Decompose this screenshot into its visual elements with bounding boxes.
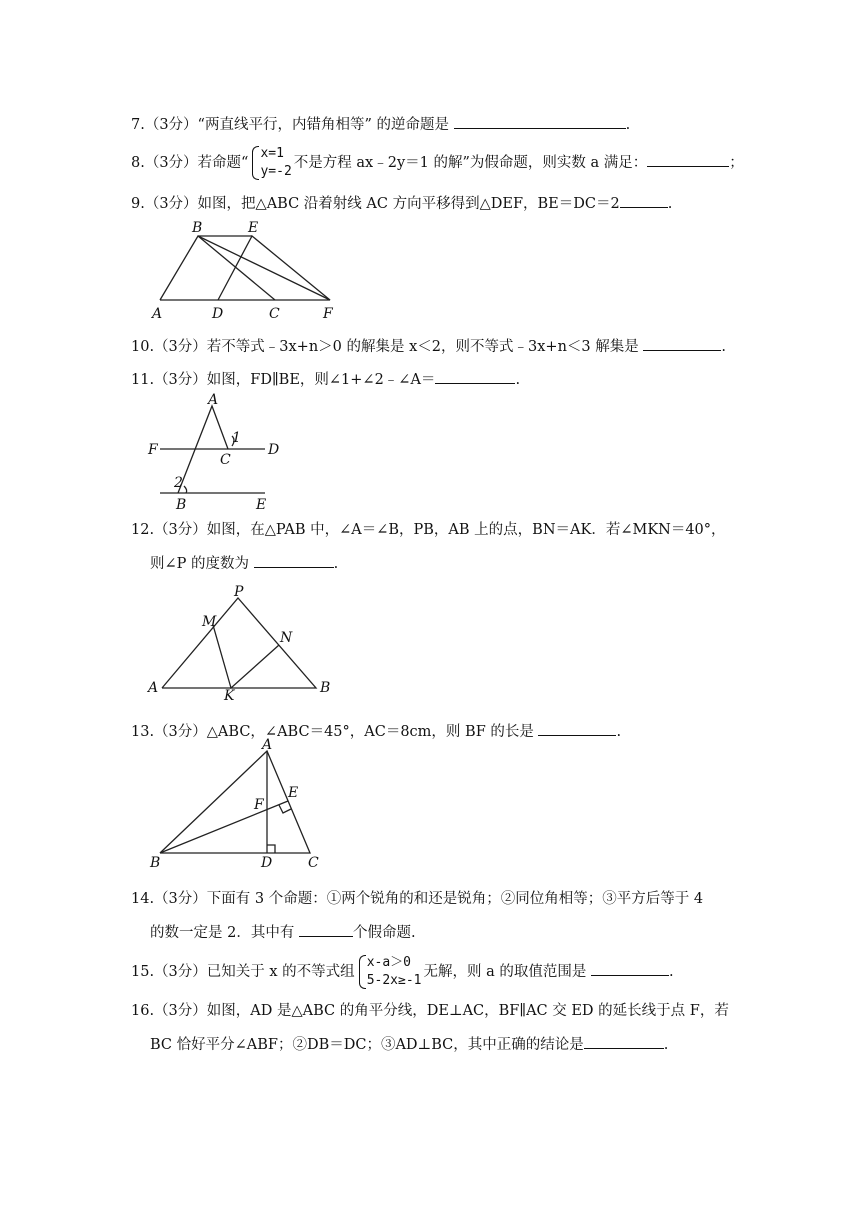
label-f: F — [323, 306, 333, 322]
answer-blank-11[interactable] — [435, 368, 515, 384]
answer-blank-12[interactable] — [254, 552, 334, 568]
question-9-text: 9.（3分）如图，把△ABC 沿着射线 AC 方向平移得到△DEF，BE＝DC＝2 — [131, 196, 620, 212]
label-c: C — [220, 452, 231, 468]
question-15 — [131, 954, 674, 990]
question-14-end: 个假命题. — [352, 925, 416, 941]
system-line-1: x-a＞0 — [366, 955, 411, 970]
label-n: N — [280, 630, 293, 646]
question-7 — [131, 113, 630, 136]
question-15-pre: 15.（3分）已知关于 x 的不等式组 — [131, 964, 355, 980]
label-d: D — [268, 442, 280, 458]
question-9-end: . — [667, 196, 673, 212]
label-a: A — [152, 306, 163, 322]
question-12-text: 12.（3分）如图，在△PAB 中，∠A＝∠B，PB，AB 上的点，BN＝AK．若∠MKN＝40°， — [131, 522, 726, 538]
label-p: P — [234, 584, 244, 600]
answer-blank-9[interactable] — [620, 192, 668, 208]
figure-12-triangle-pab — [140, 582, 350, 704]
question-14-line-2 — [150, 921, 416, 944]
question-7-text: 7.（3分）“两直线平行，内错角相等” 的逆命题是 — [131, 117, 449, 133]
triangle-abc — [160, 751, 310, 853]
question-10 — [131, 335, 726, 358]
equation-system — [250, 145, 291, 181]
label-angle-2: 2 — [174, 475, 183, 491]
figure-13-triangle-abc — [140, 737, 330, 871]
question-16-line-2 — [150, 1033, 668, 1056]
label-e: E — [256, 497, 267, 513]
question-12-text-2: 则∠P 的度数为 — [150, 556, 250, 572]
question-15-post: 无解，则 a 的取值范围是 — [423, 964, 587, 980]
question-11-text: 11.（3分）如图，FD∥BE，则∠1+∠2﹣∠A＝ — [131, 372, 436, 388]
system-line-1: x=1 — [260, 146, 284, 161]
label-a: A — [208, 392, 219, 408]
label-angle-1: 1 — [232, 430, 241, 446]
angle-2-arc — [184, 486, 187, 493]
label-f: F — [254, 797, 264, 813]
answer-blank-13[interactable] — [538, 720, 616, 736]
question-15-end: . — [668, 964, 674, 980]
right-angle-d — [267, 845, 275, 853]
answer-blank-15[interactable] — [591, 960, 669, 976]
question-16-text-2: BC 恰好平分∠ABF；②DB＝DC；③AD⊥BC，其中正确的结论是 — [150, 1037, 584, 1053]
question-8-post: 不是方程 ax﹣2y＝1 的解”为假命题，则实数 a 满足： — [293, 155, 648, 171]
label-a: A — [148, 680, 159, 696]
figure-11-parallel-lines — [140, 390, 300, 515]
label-b: B — [192, 220, 203, 236]
question-10-end: . — [721, 339, 726, 355]
right-angle-e — [279, 805, 291, 813]
label-e: E — [248, 220, 259, 236]
question-16-end: . — [663, 1037, 669, 1053]
question-12-end: . — [333, 556, 339, 572]
system-line-2: 5-2x≥-1 — [366, 973, 422, 988]
label-c: C — [269, 306, 280, 322]
question-11 — [131, 368, 520, 391]
answer-blank-14[interactable] — [299, 921, 353, 937]
question-14-line-1 — [131, 888, 703, 910]
answer-blank-8[interactable] — [647, 151, 729, 167]
label-f: F — [148, 442, 158, 458]
question-14-text: 14.（3分）下面有 3 个命题：①两个锐角的和还是锐角；②同位角相等；③平方后等于 4 — [131, 891, 704, 907]
question-13-text: 13.（3分）△ABC，∠ABC＝45°，AC＝8cm，则 BF 的长是 — [131, 724, 534, 740]
label-m: M — [202, 614, 217, 630]
system-line-2: y=-2 — [260, 164, 292, 179]
label-b: B — [176, 497, 187, 513]
label-e: E — [288, 785, 299, 801]
question-9 — [131, 192, 672, 215]
question-8 — [131, 145, 744, 181]
question-16-text: 16.（3分）如图，AD 是△ABC 的角平分线，DE⊥AC，BF∥AC 交 ED 的延长线于点 F，若 — [131, 1003, 729, 1019]
question-12-line-1 — [131, 519, 726, 541]
question-10-text: 10.（3分）若不等式﹣3x+n＞0 的解集是 x＜2，则不等式﹣3x+n＜3 解集是 — [131, 339, 639, 355]
label-b: B — [320, 680, 331, 696]
inequality-system — [357, 954, 422, 990]
question-12-line-2 — [150, 552, 338, 575]
answer-blank-10[interactable] — [643, 335, 721, 351]
triangle-abc — [160, 236, 330, 300]
triangle-pab — [162, 598, 316, 688]
label-a: A — [262, 737, 273, 753]
question-8-end: ； — [729, 155, 744, 171]
label-b: B — [150, 855, 161, 871]
label-k: K — [224, 688, 235, 704]
question-13-end: . — [616, 724, 622, 740]
question-8-pre: 8.（3分）若命题“ — [131, 155, 249, 171]
question-11-end: . — [515, 372, 521, 388]
question-14-text-2: 的数一定是 2．其中有 — [150, 925, 295, 941]
answer-blank-16[interactable] — [584, 1033, 664, 1049]
label-d: D — [261, 855, 273, 871]
triangle-def-edges — [218, 236, 330, 300]
answer-blank-7[interactable] — [454, 113, 626, 129]
question-7-end: . — [625, 117, 631, 133]
figure-9-translation — [140, 218, 360, 328]
label-d: D — [212, 306, 224, 322]
question-16-line-1 — [131, 1000, 729, 1022]
question-13 — [131, 720, 621, 743]
label-c: C — [308, 855, 319, 871]
